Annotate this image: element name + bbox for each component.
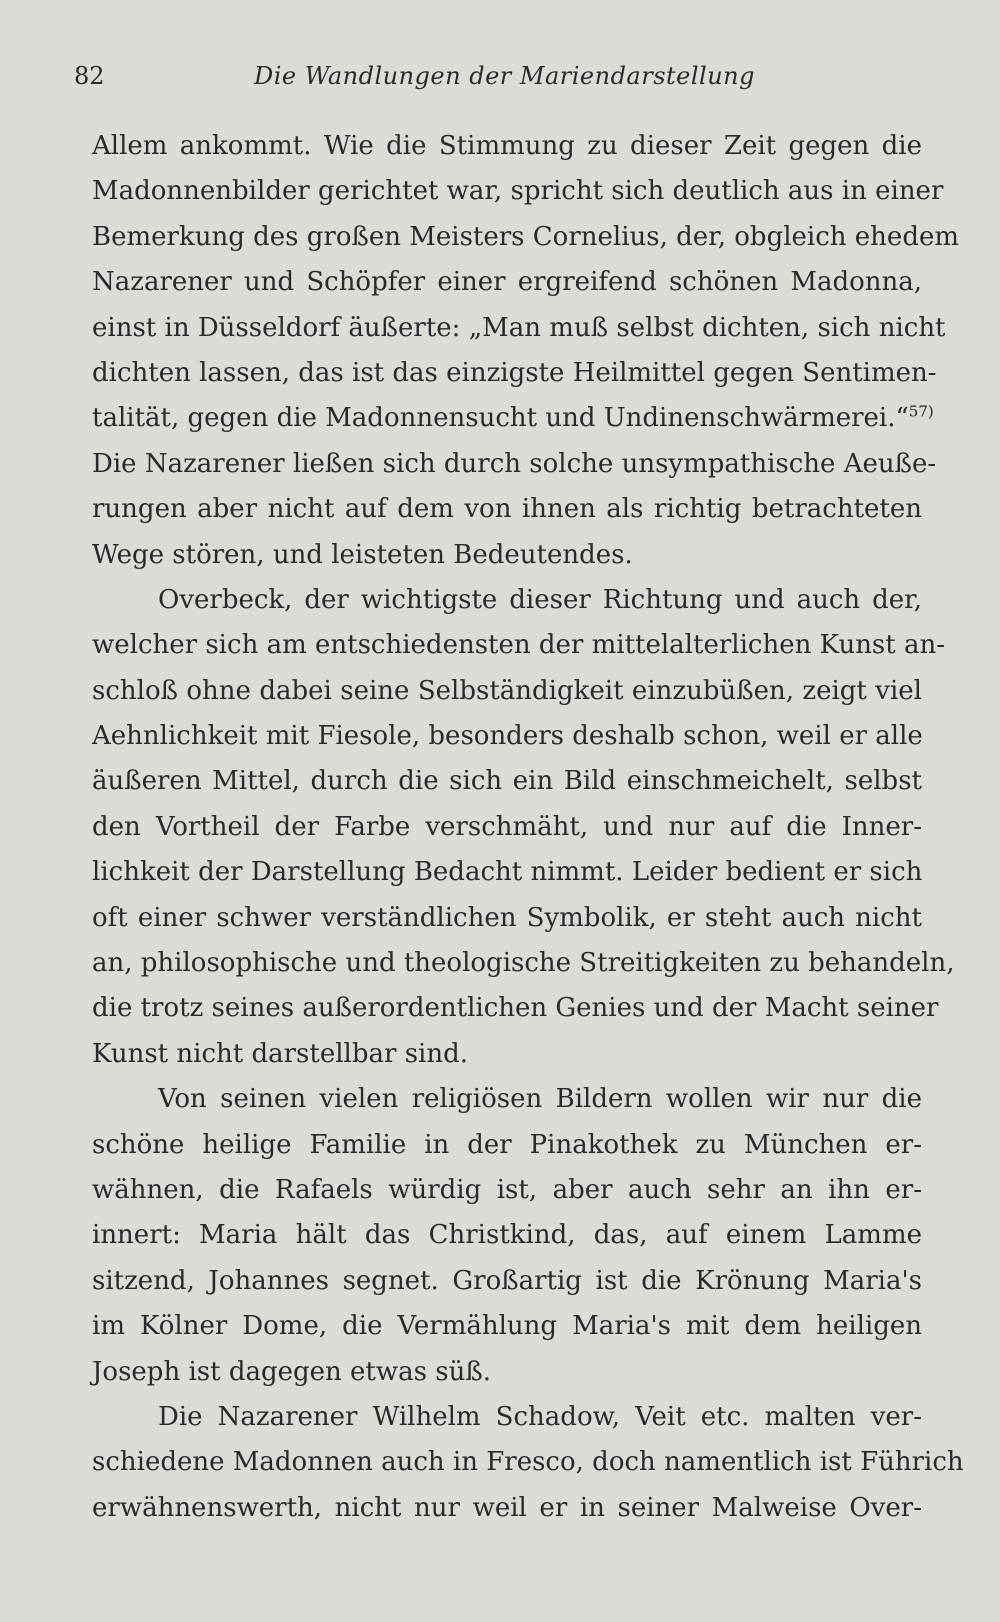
text-line: im Kölner Dome, die Vermählung Maria's mit dem heiligen xyxy=(92,1311,922,1342)
text-line: rungen aber nicht auf dem von ihnen als richtig betrachteten xyxy=(92,494,922,525)
text-line: wähnen, die Rafaels würdig ist, aber auch sehr an ihn er- xyxy=(92,1174,922,1205)
text-line: innert: Maria hält das Christkind, das, auf einem Lamme xyxy=(92,1220,922,1251)
text-line: Wege stören, und leisteten Bedeutendes. xyxy=(92,539,633,570)
text-line: Von seinen vielen religiösen Bildern wollen wir nur die xyxy=(158,1084,922,1115)
text-line: Joseph ist dagegen etwas süß. xyxy=(92,1356,491,1387)
text-line: Allem ankommt. Wie die Stimmung zu dieser Zeit gegen die xyxy=(92,131,922,161)
text-line: schöne heilige Familie in der Pinakothek zu München er- xyxy=(92,1129,922,1160)
text-line: talität, gegen die Madonnensucht und Undinenschwärmerei.“ xyxy=(92,403,909,434)
page-header xyxy=(74,62,920,102)
text-line: oft einer schwer verständlichen Symbolik, er steht auch nicht xyxy=(92,902,922,933)
text-line: schloß ohne dabei seine Selbständigkeit einzubüßen, zeigt viel xyxy=(92,675,922,706)
text-line: schiedene Madonnen auch in Fresco, doch namentlich ist Führich xyxy=(92,1447,964,1478)
text-line: den Vortheil der Farbe verschmäht, und nur auf die Inner- xyxy=(92,811,922,842)
text-line: Aehnlichkeit mit Fiesole, besonders deshalb schon, weil er alle xyxy=(92,721,923,752)
text-line: dichten lassen, das ist das einzigste Heilmittel gegen Sentimen- xyxy=(92,357,937,388)
text-line: die trotz seines außerordentlichen Genies und der Macht seiner xyxy=(92,993,939,1024)
text-line: lichkeit der Darstellung Bedacht nimmt. Leider bedient er sich xyxy=(92,857,923,888)
text-line: äußeren Mittel, durch die sich ein Bild einschmeichelt, selbst xyxy=(92,766,922,797)
text-line: welcher sich am entschiedensten der mittelalterlichen Kunst an- xyxy=(92,630,946,661)
text-line: Die Nazarener Wilhelm Schadow, Veit etc. malten ver- xyxy=(158,1401,922,1432)
footnote-reference: 57) xyxy=(908,402,934,421)
text-line: Nazarener und Schöpfer einer ergreifend schönen Madonna, xyxy=(92,267,922,298)
text-line: Overbeck, der wichtigste dieser Richtung und auch der, xyxy=(158,584,922,615)
text-line: einst in Düsseldorf äußerte: „Man muß selbst dichten, sich nicht xyxy=(92,312,946,343)
text-line: erwähnenswerth, nicht nur weil er in seiner Malweise Over- xyxy=(92,1492,922,1523)
text-line: Kunst nicht darstellbar sind. xyxy=(92,1038,469,1069)
body-text xyxy=(92,124,964,1531)
text-line: Bemerkung des großen Meisters Cornelius, der, obgleich ehedem xyxy=(92,221,960,252)
text-line: sitzend, Johannes segnet. Großartig ist die Krönung Maria's xyxy=(92,1265,922,1296)
text-line: Die Nazarener ließen sich durch solche unsympathische Aeuße- xyxy=(92,448,937,479)
running-title: Die Wandlungen der Mariendarstellung xyxy=(254,62,755,90)
text-line-with-footnote xyxy=(92,396,934,441)
page-number: 82 xyxy=(74,62,105,90)
text-line: an, philosophische und theologische Streitigkeiten zu behandeln, xyxy=(92,948,955,979)
text-line: Madonnenbilder gerichtet war, spricht sich deutlich aus in einer xyxy=(92,176,944,207)
